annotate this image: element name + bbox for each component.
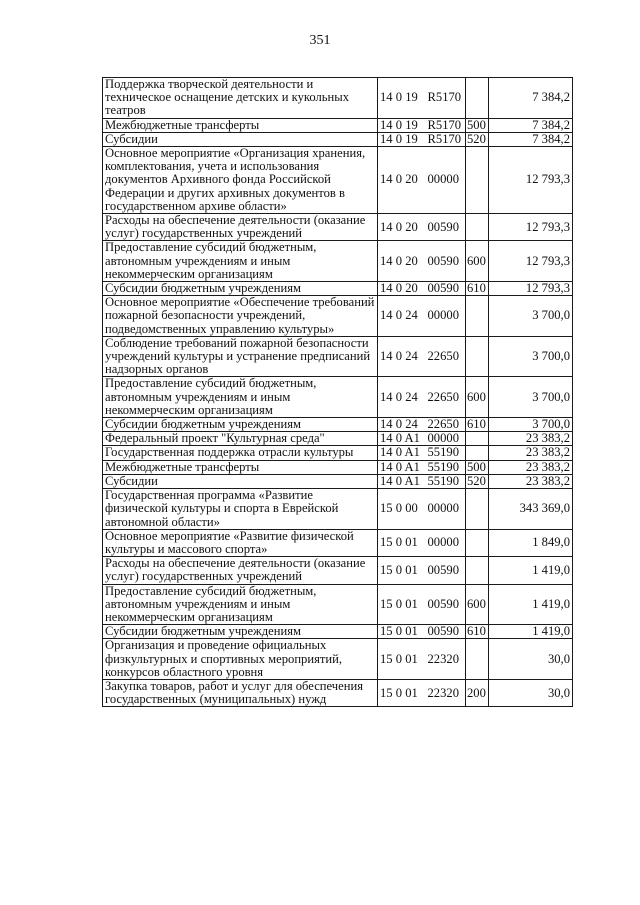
program-code-cell: 15 0 01 bbox=[378, 529, 428, 556]
table-row bbox=[103, 432, 573, 446]
row-name-cell: Основное мероприятие «Организация хранения, комплектования, учета и использования документов Архивного фонда Российской Федерации и других архивных документов в государственном архиве области» bbox=[103, 147, 378, 214]
amount-cell: 1 849,0 bbox=[489, 529, 573, 556]
direction-code-cell: 55190 bbox=[428, 474, 466, 488]
program-code-cell: 14 0 A1 bbox=[378, 446, 428, 460]
program-code-cell: 14 0 20 bbox=[378, 214, 428, 241]
table-row bbox=[103, 418, 573, 432]
row-name-cell: Межбюджетные трансферты bbox=[103, 460, 378, 474]
table-row bbox=[103, 132, 573, 146]
direction-code-cell: 00000 bbox=[428, 529, 466, 556]
expense-type-cell bbox=[466, 296, 489, 337]
program-code-cell: 15 0 01 bbox=[378, 625, 428, 639]
direction-code-cell: R5170 bbox=[428, 132, 466, 146]
row-name-cell: Предоставление субсидий бюджетным, автономным учреждениям и иным некоммерческим организациям bbox=[103, 377, 378, 418]
page-number: 351 bbox=[309, 33, 331, 48]
direction-code-cell: 55190 bbox=[428, 460, 466, 474]
direction-code-cell: 22320 bbox=[428, 639, 466, 680]
amount-cell: 30,0 bbox=[489, 679, 573, 706]
program-code-cell: 14 0 24 bbox=[378, 377, 428, 418]
table-row bbox=[103, 529, 573, 556]
direction-code-cell: 00590 bbox=[428, 282, 466, 296]
row-name-cell: Субсидии bbox=[103, 474, 378, 488]
row-name-cell: Соблюдение требований пожарной безопасности учреждений культуры и устранение предписаний надзорных органов bbox=[103, 336, 378, 377]
expense-type-cell bbox=[466, 214, 489, 241]
program-code-cell: 14 0 19 bbox=[378, 118, 428, 132]
amount-cell: 30,0 bbox=[489, 639, 573, 680]
amount-cell: 3 700,0 bbox=[489, 336, 573, 377]
expense-type-cell: 610 bbox=[466, 625, 489, 639]
table-row bbox=[103, 584, 573, 625]
program-code-cell: 14 0 A1 bbox=[378, 474, 428, 488]
program-code-cell: 15 0 01 bbox=[378, 584, 428, 625]
amount-cell: 1 419,0 bbox=[489, 625, 573, 639]
amount-cell: 1 419,0 bbox=[489, 584, 573, 625]
row-name-cell: Закупка товаров, работ и услуг для обеспечения государственных (муниципальных) нужд bbox=[103, 679, 378, 706]
direction-code-cell: 00000 bbox=[428, 296, 466, 337]
row-name-cell: Государственная поддержка отрасли культуры bbox=[103, 446, 378, 460]
direction-code-cell: 22650 bbox=[428, 377, 466, 418]
program-code-cell: 14 0 19 bbox=[378, 132, 428, 146]
expense-type-cell: 610 bbox=[466, 418, 489, 432]
expense-type-cell bbox=[466, 147, 489, 214]
row-name-cell: Расходы на обеспечение деятельности (оказание услуг) государственных учреждений bbox=[103, 214, 378, 241]
expense-type-cell: 610 bbox=[466, 282, 489, 296]
program-code-cell: 14 0 20 bbox=[378, 282, 428, 296]
expense-type-cell bbox=[466, 446, 489, 460]
row-name-cell: Основное мероприятие «Обеспечение требований пожарной безопасности учреждений, подведомственных управлению культуры» bbox=[103, 296, 378, 337]
expense-type-cell bbox=[466, 529, 489, 556]
amount-cell: 23 383,2 bbox=[489, 474, 573, 488]
expense-type-cell bbox=[466, 432, 489, 446]
program-code-cell: 14 0 24 bbox=[378, 296, 428, 337]
amount-cell: 7 384,2 bbox=[489, 132, 573, 146]
table-row bbox=[103, 147, 573, 214]
amount-cell: 12 793,3 bbox=[489, 282, 573, 296]
amount-cell: 7 384,2 bbox=[489, 118, 573, 132]
row-name-cell: Предоставление субсидий бюджетным, автономным учреждениям и иным некоммерческим организациям bbox=[103, 241, 378, 282]
table-row bbox=[103, 336, 573, 377]
direction-code-cell: 00000 bbox=[428, 147, 466, 214]
row-name-cell: Расходы на обеспечение деятельности (оказание услуг) государственных учреждений bbox=[103, 557, 378, 584]
program-code-cell: 15 0 01 bbox=[378, 639, 428, 680]
expense-type-cell: 500 bbox=[466, 460, 489, 474]
amount-cell: 12 793,3 bbox=[489, 147, 573, 214]
expense-type-cell bbox=[466, 78, 489, 119]
expense-type-cell bbox=[466, 489, 489, 530]
direction-code-cell: 00590 bbox=[428, 214, 466, 241]
program-code-cell: 15 0 01 bbox=[378, 679, 428, 706]
program-code-cell: 14 0 20 bbox=[378, 147, 428, 214]
table-row bbox=[103, 639, 573, 680]
program-code-cell: 14 0 24 bbox=[378, 418, 428, 432]
row-name-cell: Субсидии bbox=[103, 132, 378, 146]
direction-code-cell: 00590 bbox=[428, 557, 466, 584]
table-row bbox=[103, 214, 573, 241]
table-row bbox=[103, 377, 573, 418]
table-row bbox=[103, 679, 573, 706]
direction-code-cell: 55190 bbox=[428, 446, 466, 460]
amount-cell: 12 793,3 bbox=[489, 214, 573, 241]
amount-cell: 23 383,2 bbox=[489, 446, 573, 460]
table-body bbox=[103, 78, 573, 707]
direction-code-cell: 00590 bbox=[428, 625, 466, 639]
row-name-cell: Предоставление субсидий бюджетным, автономным учреждениям и иным некоммерческим организациям bbox=[103, 584, 378, 625]
amount-cell: 7 384,2 bbox=[489, 78, 573, 119]
row-name-cell: Субсидии бюджетным учреждениям bbox=[103, 625, 378, 639]
table-row bbox=[103, 557, 573, 584]
table-row bbox=[103, 241, 573, 282]
row-name-cell: Поддержка творческой деятельности и техническое оснащение детских и кукольных театров bbox=[103, 78, 378, 119]
direction-code-cell: 22650 bbox=[428, 418, 466, 432]
program-code-cell: 14 0 A1 bbox=[378, 460, 428, 474]
row-name-cell: Государственная программа «Развитие физической культуры и спорта в Еврейской автономной области» bbox=[103, 489, 378, 530]
direction-code-cell: 00000 bbox=[428, 489, 466, 530]
program-code-cell: 15 0 00 bbox=[378, 489, 428, 530]
direction-code-cell: 00590 bbox=[428, 584, 466, 625]
direction-code-cell: 00590 bbox=[428, 241, 466, 282]
program-code-cell: 14 0 19 bbox=[378, 78, 428, 119]
amount-cell: 3 700,0 bbox=[489, 377, 573, 418]
budget-table bbox=[102, 77, 573, 707]
direction-code-cell: R5170 bbox=[428, 78, 466, 119]
expense-type-cell: 600 bbox=[466, 241, 489, 282]
expense-type-cell: 520 bbox=[466, 474, 489, 488]
row-name-cell: Организация и проведение официальных физкультурных и спортивных мероприятий, конкурсов областного уровня bbox=[103, 639, 378, 680]
table-row bbox=[103, 625, 573, 639]
row-name-cell: Субсидии бюджетным учреждениям bbox=[103, 418, 378, 432]
program-code-cell: 15 0 01 bbox=[378, 557, 428, 584]
program-code-cell: 14 0 24 bbox=[378, 336, 428, 377]
direction-code-cell: 22650 bbox=[428, 336, 466, 377]
direction-code-cell: 00000 bbox=[428, 432, 466, 446]
amount-cell: 23 383,2 bbox=[489, 460, 573, 474]
row-name-cell: Основное мероприятие «Развитие физической культуры и массового спорта» bbox=[103, 529, 378, 556]
table-row bbox=[103, 78, 573, 119]
expense-type-cell: 500 bbox=[466, 118, 489, 132]
row-name-cell: Федеральный проект "Культурная среда" bbox=[103, 432, 378, 446]
amount-cell: 12 793,3 bbox=[489, 241, 573, 282]
table-row bbox=[103, 474, 573, 488]
row-name-cell: Субсидии бюджетным учреждениям bbox=[103, 282, 378, 296]
table-row bbox=[103, 460, 573, 474]
amount-cell: 343 369,0 bbox=[489, 489, 573, 530]
direction-code-cell: R5170 bbox=[428, 118, 466, 132]
expense-type-cell bbox=[466, 639, 489, 680]
expense-type-cell bbox=[466, 336, 489, 377]
expense-type-cell: 520 bbox=[466, 132, 489, 146]
amount-cell: 3 700,0 bbox=[489, 296, 573, 337]
expense-type-cell: 600 bbox=[466, 377, 489, 418]
table-row bbox=[103, 282, 573, 296]
amount-cell: 23 383,2 bbox=[489, 432, 573, 446]
expense-type-cell: 600 bbox=[466, 584, 489, 625]
program-code-cell: 14 0 A1 bbox=[378, 432, 428, 446]
direction-code-cell: 22320 bbox=[428, 679, 466, 706]
expense-type-cell: 200 bbox=[466, 679, 489, 706]
program-code-cell: 14 0 20 bbox=[378, 241, 428, 282]
table-row bbox=[103, 296, 573, 337]
row-name-cell: Межбюджетные трансферты bbox=[103, 118, 378, 132]
table-row bbox=[103, 489, 573, 530]
amount-cell: 3 700,0 bbox=[489, 418, 573, 432]
amount-cell: 1 419,0 bbox=[489, 557, 573, 584]
table-row bbox=[103, 118, 573, 132]
table-row bbox=[103, 446, 573, 460]
expense-type-cell bbox=[466, 557, 489, 584]
